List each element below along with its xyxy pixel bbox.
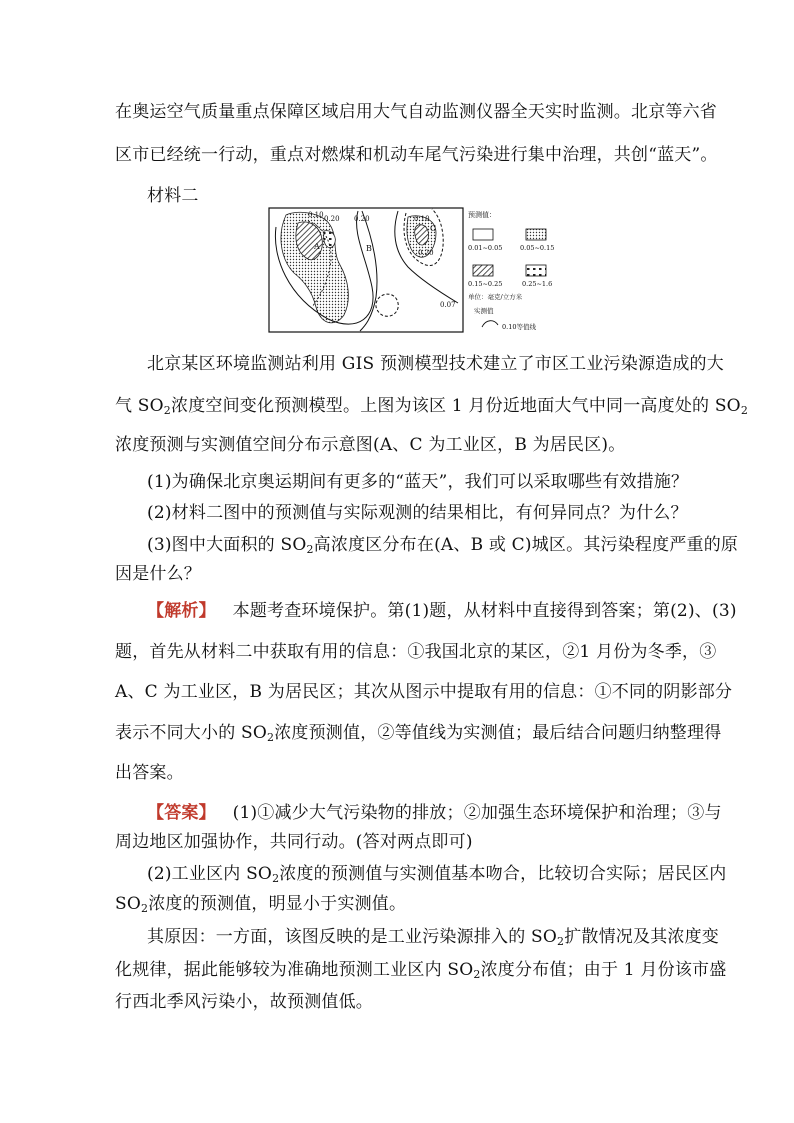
map-value-label: 0.10	[414, 215, 430, 223]
legend-title: 预测值：	[468, 211, 496, 219]
legend-swatch-3	[473, 265, 493, 276]
desc-line-2: 气 $SO_2$浓度空间变化预测模型。上图为该区 1 月份近地面大气中同一高度处的 $SO_2$	[115, 396, 749, 417]
analysis-line-2: 题，首先从材料二中获取有用的信息：①我国北京的某区，②1 月份为冬季，③	[115, 642, 717, 662]
so2-distribution-map	[268, 207, 568, 333]
analysis-line-5: 出答案。	[115, 763, 184, 783]
question-1: (1)为确保北京奥运期间有更多的“蓝天”，我们可以采取哪些有效措施？	[147, 472, 689, 492]
map-zone-label-b: B	[366, 244, 372, 253]
intro-line-2: 区市已经统一行动，重点对燃煤和机动车尾气污染进行集中治理，共创“蓝天”。	[115, 145, 718, 165]
map-zone-label-a: A	[314, 242, 320, 251]
legend-unit: 单位：毫克/立方米	[468, 293, 523, 301]
map-legend	[468, 210, 554, 331]
question-3: (3)图中大面积的 $SO_2$高浓度区分布在(A、B 或 C)城区。其污染程度严重的原	[147, 535, 739, 556]
question-2: (2)材料二图中的预测值与实际观测的结果相比，有何异同点？为什么？	[147, 503, 688, 523]
legend-item-2: 0.05~0.15	[520, 244, 555, 252]
legend-item-3: 0.15~0.25	[468, 280, 503, 288]
map-value-label: 0.20	[418, 249, 434, 257]
reason-line-2: 化规律，据此能够较为准确地预测工业区内 $SO_2$浓度分布值；由于 1 月份该市盛	[115, 960, 727, 981]
legend-swatch-1	[473, 229, 493, 240]
map-value-label: 0.07	[440, 301, 456, 309]
legend-item-1: 0.01~0.05	[468, 244, 503, 252]
question-3-cont: 因是什么？	[115, 564, 201, 584]
legend-item-4: 0.25~1.6	[522, 280, 553, 288]
answer-line-1: 【答案】 (1)①减少大气污染物的排放；②加强生态环境保护和治理；③与	[147, 803, 722, 823]
analysis-line-4: 表示不同大小的 $SO_2$浓度预测值，②等值线为实测值；最后结合问题归纳整理得	[115, 723, 722, 744]
desc-line-1: 北京某区环境监测站利用 GIS 预测模型技术建立了市区工业污染源造成的大	[147, 354, 724, 374]
map-zone-label-c: C	[430, 224, 437, 233]
analysis-line-3: A、C 为工业区，B 为居民区；其次从图示中提取有用的信息：①不同的阴影部分	[115, 682, 733, 702]
map-value-label: 0.10	[308, 211, 324, 219]
answer-label: 【答案】	[147, 803, 216, 823]
map-value-label: 0.20	[324, 215, 340, 223]
legend-swatch-2	[526, 229, 546, 240]
reason-line-1: 其原因：一方面，该图反映的是工业污染源排入的 $SO_2$扩散情况及其浓度变	[147, 927, 720, 948]
shade-hatch-c	[415, 225, 429, 245]
reason-line-3: 行西北季风污染小，故预测值低。	[115, 992, 373, 1012]
legend-measured-title: 实测值	[474, 307, 494, 315]
analysis-label: 【解析】	[147, 601, 216, 621]
legend-isoline-symbol	[482, 321, 498, 327]
legend-isoline-label: 0.10等值线	[502, 323, 536, 331]
material-title: 材料二	[147, 186, 199, 206]
desc-line-3: 浓度预测与实测值空间分布示意图(A、C 为工业区，B 为居民区)。	[115, 435, 626, 455]
answer-line-2: 周边地区加强协作，共同行动。(答对两点即可)	[115, 832, 473, 852]
intro-line-1: 在奥运空气质量重点保障区域启用大气自动监测仪器全天实时监测。北京等六省	[115, 102, 717, 122]
answer2-line-1: (2)工业区内 $SO_2$浓度的预测值与实测值基本吻合，比较切合实际；居民区内	[147, 864, 727, 885]
legend-swatch-4	[526, 265, 546, 276]
map-value-label: 0.20	[354, 215, 370, 223]
answer2-line-2: $SO_2$浓度的预测值，明显小于实测值。	[115, 894, 407, 915]
analysis-line-1: 【解析】 本题考查环境保护。第(1)题，从材料中直接得到答案；第(2)、(3)	[147, 601, 737, 621]
map-svg	[268, 207, 568, 333]
